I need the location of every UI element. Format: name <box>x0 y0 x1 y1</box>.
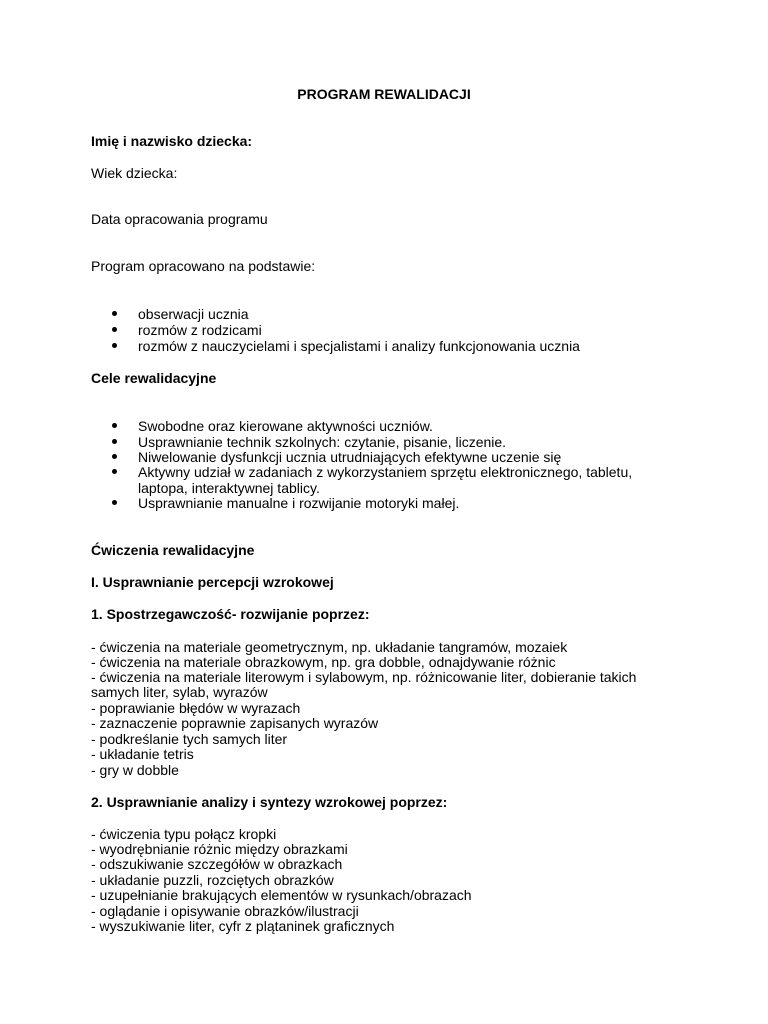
section-heading: I. Usprawnianie percepcji wzrokowej <box>91 574 334 590</box>
exercise-line: - gry w dobble <box>91 762 179 778</box>
page-title: PROGRAM REWALIDACJI <box>297 86 471 102</box>
child-age-label: Wiek dziecka: <box>91 165 178 181</box>
exercise-line: - podkreślanie tych samych liter <box>91 731 288 747</box>
exercise-line: - ćwiczenia na materiale obrazkowym, np. gra dobble, odnajdywanie różnic <box>91 654 556 670</box>
bullet-icon <box>112 439 117 444</box>
goal-item-text: Usprawnianie technik szkolnych: czytanie, pisanie, liczenie. <box>138 434 507 450</box>
bullet-icon <box>112 500 117 505</box>
exercise-line: - układanie tetris <box>91 746 194 762</box>
exercise-line: samych liter, sylab, wyrazów <box>91 684 268 700</box>
bullet-icon <box>112 343 117 348</box>
basis-label: Program opracowano na podstawie: <box>91 258 316 274</box>
bullet-icon <box>112 311 117 316</box>
exercise-line: - wyszukiwanie liter, cyfr z plątaninek graficznych <box>91 918 395 934</box>
basis-item-text: obserwacji ucznia <box>138 306 249 322</box>
subsection-heading: 1. Spostrzegawczość- rozwijanie poprzez: <box>91 606 370 622</box>
bullet-icon <box>112 423 117 428</box>
program-date-label: Data opracowania programu <box>91 211 268 227</box>
exercise-line: - ćwiczenia typu połącz kropki <box>91 826 277 842</box>
exercise-line: - zaznaczenie poprawnie zapisanych wyrazów <box>91 715 379 731</box>
bullet-icon <box>112 469 117 474</box>
exercise-line: - oglądanie i opisywanie obrazków/ilustracji <box>91 903 359 919</box>
basis-item-text: rozmów z nauczycielami i specjalistami i analizy funkcjonowania ucznia <box>138 338 580 354</box>
goal-item-text: Niwelowanie dysfunkcji ucznia utrudniających efektywne uczenie się <box>138 449 562 465</box>
goal-item-text: Aktywny udział w zadaniach z wykorzystaniem sprzętu elektronicznego, tabletu, <box>138 464 633 480</box>
child-name-label: Imię i nazwisko dziecka: <box>91 133 253 149</box>
goals-heading: Cele rewalidacyjne <box>91 370 217 386</box>
exercise-line: - uzupełnianie brakujących elementów w rysunkach/obrazach <box>91 887 472 903</box>
goal-item-continuation: laptopa, interaktywnej tablicy. <box>138 480 320 496</box>
exercise-line: - ćwiczenia na materiale geometrycznym, np. układanie tangramów, mozaiek <box>91 639 568 655</box>
goal-item-text: Swobodne oraz kierowane aktywności uczniów. <box>138 418 433 434</box>
exercise-line: - układanie puzzli, rozciętych obrazków <box>91 872 334 888</box>
basis-item-text: rozmów z rodzicami <box>138 322 262 338</box>
goal-item-text: Usprawnianie manualne i rozwijanie motoryki małej. <box>138 495 460 511</box>
exercise-line: - ćwiczenia na materiale literowym i sylabowym, np. różnicowanie liter, dobieranie takich <box>91 669 637 685</box>
exercise-line: - wyodrębnianie różnic między obrazkami <box>91 841 348 857</box>
exercises-heading: Ćwiczenia rewalidacyjne <box>91 542 255 558</box>
subsection-heading: 2. Usprawnianie analizy i syntezy wzrokowej poprzez: <box>91 794 448 810</box>
bullet-icon <box>112 454 117 459</box>
exercise-line: - poprawianie błędów w wyrazach <box>91 700 301 716</box>
exercise-line: - odszukiwanie szczegółów w obrazkach <box>91 856 343 872</box>
bullet-icon <box>112 327 117 332</box>
